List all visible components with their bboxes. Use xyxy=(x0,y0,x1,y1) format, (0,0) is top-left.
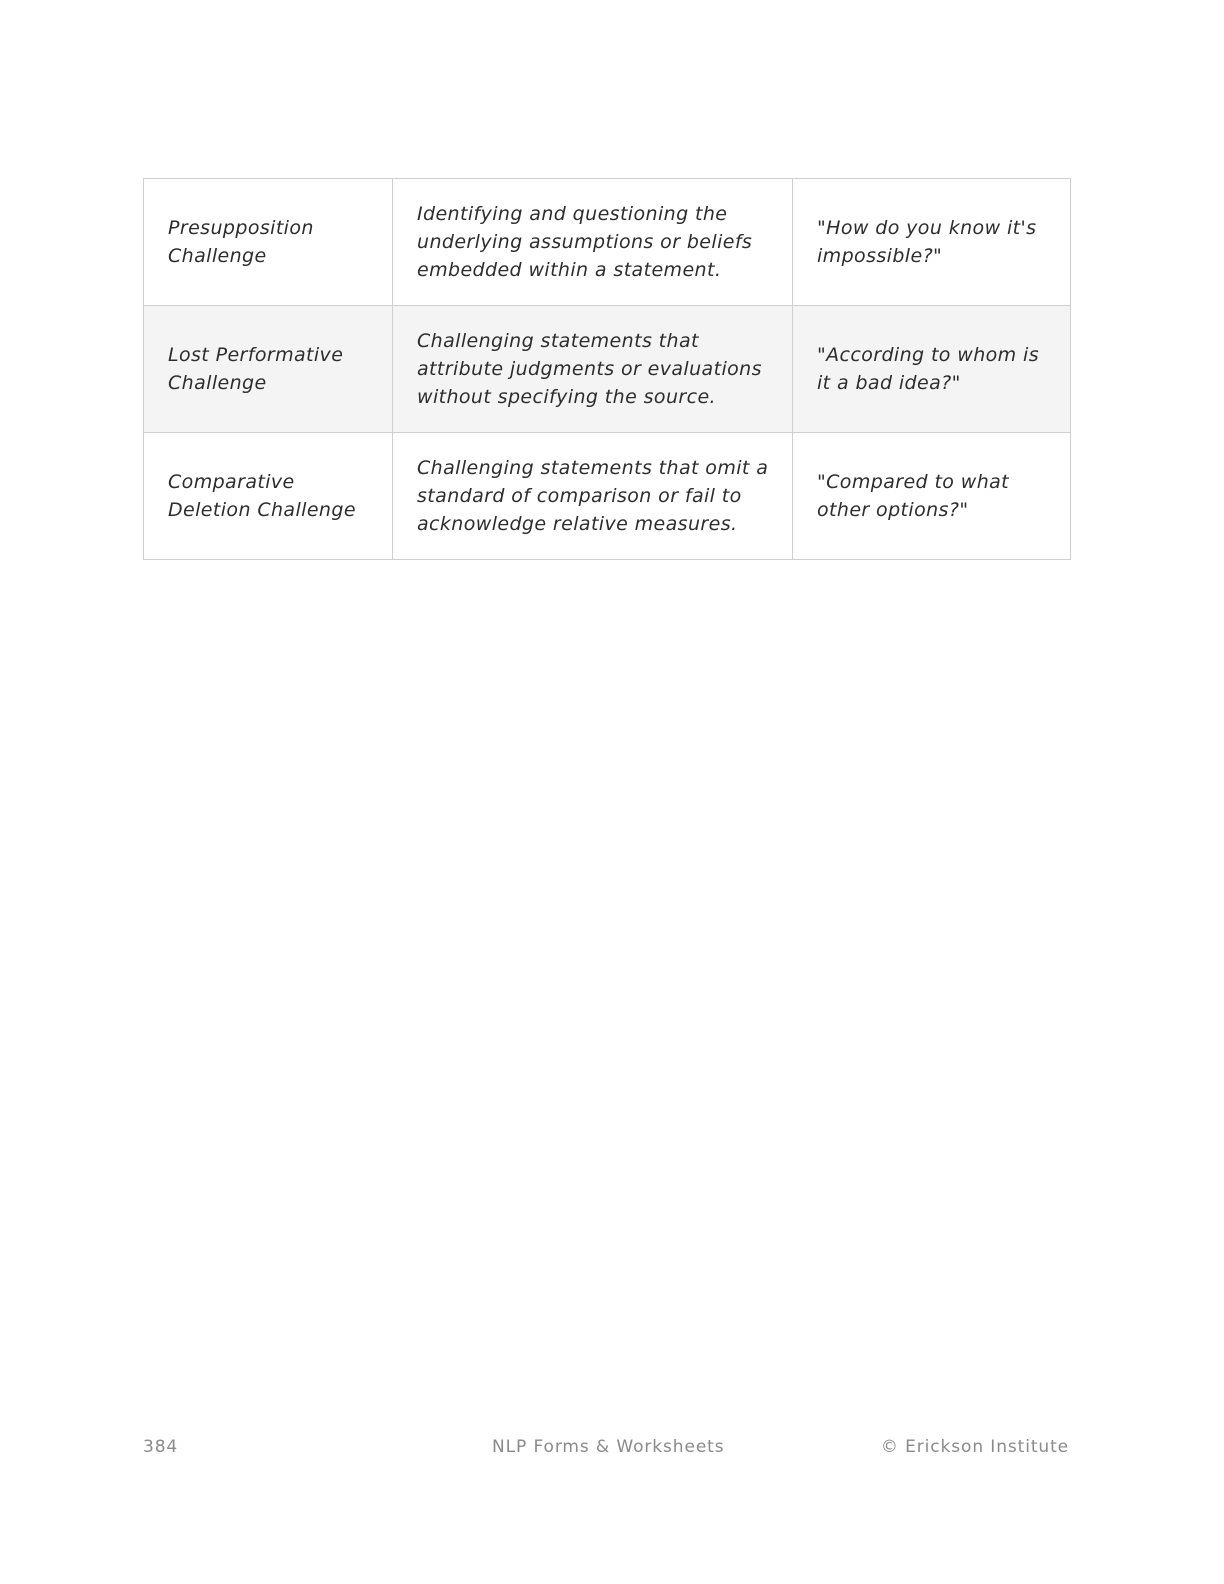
example-cell: "Compared to what other options?" xyxy=(793,433,1071,560)
description-cell: Identifying and questioning the underlying assumptions or beliefs embedded within a statement. xyxy=(393,179,793,306)
challenge-table xyxy=(143,178,1071,560)
term-cell: Lost Performative Challenge xyxy=(144,306,393,433)
table-row xyxy=(144,306,1071,433)
footer-book-title: NLP Forms & Worksheets xyxy=(492,1437,725,1457)
table-row xyxy=(144,433,1071,560)
term-cell: Presupposition Challenge xyxy=(144,179,393,306)
example-cell: "How do you know it's impossible?" xyxy=(793,179,1071,306)
description-cell: Challenging statements that omit a standard of comparison or fail to acknowledge relative measures. xyxy=(393,433,793,560)
description-cell: Challenging statements that attribute judgments or evaluations without specifying the source. xyxy=(393,306,793,433)
footer-copyright: © Erickson Institute xyxy=(880,1437,1069,1457)
example-cell: "According to whom is it a bad idea?" xyxy=(793,306,1071,433)
page-number: 384 xyxy=(143,1437,179,1457)
table-row xyxy=(144,179,1071,306)
term-cell: Comparative Deletion Challenge xyxy=(144,433,393,560)
